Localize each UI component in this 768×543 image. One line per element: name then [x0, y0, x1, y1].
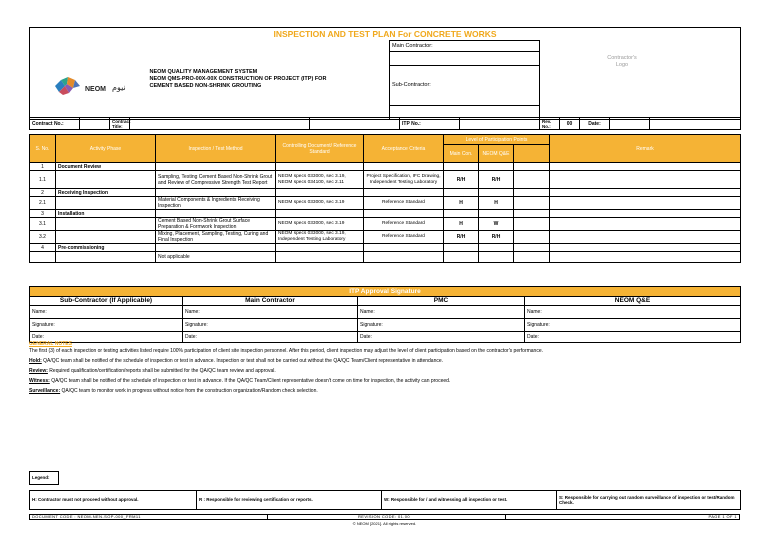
legend-witness: W: Responsible for / and witnessing all inspection or test.: [382, 491, 557, 510]
row-main-con: H: [444, 218, 479, 231]
row-activity: [56, 197, 156, 210]
table-row: [30, 171, 741, 189]
neom-logo-icon: [53, 74, 83, 96]
empty-cell: [364, 189, 444, 197]
empty-cell: [514, 189, 550, 197]
note-hold: Hold: QA/QC team shall be notified of the schedule of inspection or test in advance. Inspection or test shall not be carried out without the QA/QC Team/Client representative in attendance.: [29, 358, 444, 364]
empty-cell: [156, 244, 276, 252]
row-method: Cement Based Non-Shrink Grout Surface Preparation & Formwork Inspection: [156, 218, 276, 231]
section-row: [30, 244, 741, 252]
page-title: INSPECTION AND TEST PLAN For CONCRETE WORKS: [30, 28, 741, 41]
signature-field[interactable]: Signature:: [358, 319, 525, 332]
notes-title: GENERAL NOTES: [29, 341, 72, 347]
row-method: Mixing, Placement, Sampling, Testing, Curing and Final Inspection: [156, 231, 276, 244]
footer-doc-code: DOCUMENT CODE : NEOM-NEN-SOP-000_FRM11: [32, 514, 141, 519]
section-label: Document Review: [56, 163, 156, 171]
row-sno: 1.1: [30, 171, 56, 189]
main-contractor-label: Main Contractor:: [390, 41, 539, 52]
col-neom-qe: NEOM Q&E: [479, 145, 514, 163]
system-title-cell: [150, 41, 390, 120]
sub-contractor-label: Sub-Contractor:: [392, 82, 431, 88]
note-surveillance: Surveillance: QA/QC team to monitor work in progress without notice from the construction organization/Random check selection.: [29, 388, 318, 394]
footer-page: PAGE 1 OF 1: [708, 514, 737, 519]
date-field[interactable]: Date:: [183, 332, 358, 343]
row-activity: [56, 231, 156, 244]
row-activity: [56, 252, 156, 263]
row-main-con: H: [444, 197, 479, 210]
row-criteria: Reference Standard: [364, 197, 444, 210]
note-first: The first (3) of each inspection or testing activities listed require 100% participation of client site inspection personnel. After this period, client inspection may adjust the level of client participation based on the contractor's performance.: [29, 348, 544, 354]
section-row: [30, 163, 741, 171]
empty-cell: [444, 244, 479, 252]
header-table: [29, 27, 741, 120]
footer-revision: REVISION CODE: 01.00: [358, 514, 411, 519]
row-document: NEOM specs 033000, sec 3.19: [276, 218, 364, 231]
note-review: Review: Required qualification/certification/reports shall be submitted for the QA/QC team review and approval.: [29, 368, 276, 374]
empty-cell: [550, 210, 741, 218]
row-document: NEOM specs 033000, sec 3.19, Independent Testing Laboratory: [276, 231, 364, 244]
row-sno: 3.1: [30, 218, 56, 231]
empty-cell: [156, 163, 276, 171]
itp-no-label: ITP No.:: [400, 118, 460, 130]
empty-cell: [276, 210, 364, 218]
empty-cell: [514, 210, 550, 218]
row-remark: [550, 252, 741, 263]
contract-title-label: Contract Title:: [110, 118, 130, 130]
row-main-con: R/H: [444, 171, 479, 189]
row-remark: [550, 218, 741, 231]
row-method: Not applicable: [156, 252, 276, 263]
col-document: Controlling Document/ Reference Standard: [276, 135, 364, 163]
empty-cell: [550, 163, 741, 171]
neom-logo-text: NEOM: [85, 85, 106, 93]
signature-field[interactable]: Signature:: [525, 319, 741, 332]
table-row: [30, 197, 741, 210]
empty-cell: [514, 197, 550, 210]
date-label: Date:: [580, 118, 610, 130]
row-sno: 2: [30, 189, 56, 197]
date-field[interactable]: Date:: [30, 332, 183, 343]
empty-cell: [514, 218, 550, 231]
empty-cell: [156, 210, 276, 218]
row-neom-qe: R/H: [479, 171, 514, 189]
itp-table: [29, 134, 741, 263]
row-sno: 2.1: [30, 197, 56, 210]
empty-cell: [514, 171, 550, 189]
system-line3: CEMENT BASED NON-SHRINK GROUTING: [149, 83, 262, 90]
table-row: [30, 218, 741, 231]
general-notes: [29, 341, 740, 394]
section-label: Installation: [56, 210, 156, 218]
row-criteria: [364, 252, 444, 263]
row-criteria: Project Specification, IFC Drawing, Independent Testing Laboratory: [364, 171, 444, 189]
row-neom-qe: [479, 252, 514, 263]
section-label: Receiving Inspection: [56, 189, 156, 197]
empty-cell: [550, 244, 741, 252]
empty-cell: [514, 252, 550, 263]
neom-logo-arabic: نيوم: [112, 82, 126, 92]
contractors-logo-label: Contractor's Logo: [607, 54, 637, 68]
col-sno: S. No.: [30, 135, 56, 163]
contractors-logo-cell: [540, 41, 741, 120]
empty-cell: [550, 189, 741, 197]
row-remark: [550, 197, 741, 210]
empty-cell: [276, 189, 364, 197]
legend-surveillance: S: Responsible for carrying out random surveillance of inspection or test/Random Check.: [557, 491, 741, 510]
row-activity: [56, 218, 156, 231]
rev-no-value: 00: [560, 118, 580, 130]
section-label: Pre-commissioning: [56, 244, 156, 252]
col-participation: Level of Participation Points: [444, 135, 550, 145]
row-sno: 1: [30, 163, 56, 171]
empty-cell: [364, 210, 444, 218]
row-main-con: [444, 252, 479, 263]
row-sno: 3: [30, 210, 56, 218]
empty-cell: [364, 163, 444, 171]
footer-copyright: © NEOM [2021]. All rights reserved.: [352, 521, 417, 526]
row-neom-qe: R/H: [479, 231, 514, 244]
empty-cell: [514, 163, 550, 171]
row-method: Sampling, Testing Cement Based Non-Shrink Grout and Review of Compressive Strength Test Report: [156, 171, 276, 189]
signature-field[interactable]: Signature:: [183, 319, 358, 332]
row-document: NEOM specs 033000, sec 3.19: [276, 197, 364, 210]
contract-row: [29, 117, 741, 130]
contractor-box: [390, 41, 540, 120]
row-sno: 3.2: [30, 231, 56, 244]
approval-table: [29, 286, 741, 343]
row-criteria: Reference Standard: [364, 231, 444, 244]
party-neom-qe: NEOM Q&E: [525, 297, 741, 306]
section-row: [30, 189, 741, 197]
party-main-contractor: Main Contractor: [183, 297, 358, 306]
row-main-con: R/H: [444, 231, 479, 244]
empty-cell: [444, 189, 479, 197]
empty-cell: [479, 163, 514, 171]
row-remark: [550, 171, 741, 189]
note-witness: Witness: QA/QC team shall be notified of the schedule of inspection or test in advance. If the QA/QC Team/Client representative doesn't come on time for inspection, the activity can proceed.: [29, 378, 451, 384]
empty-cell: [479, 189, 514, 197]
neom-logo-cell: [30, 41, 150, 120]
signature-field[interactable]: Signature:: [30, 319, 183, 332]
row-method: Material Components & Ingredients Receiving Inspection: [156, 197, 276, 210]
empty-cell: [276, 244, 364, 252]
section-row: [30, 210, 741, 218]
system-line2: NEOM QMS-PRO-00X-00X CONSTRUCTION OF PROJECT (ITP) FOR: [149, 76, 327, 83]
name-field[interactable]: Name:: [358, 306, 525, 319]
party-sub-contractor: Sub-Contractor (If Applicable): [30, 297, 183, 306]
legend-table: [29, 471, 741, 510]
empty-cell: [514, 231, 550, 244]
table-row: [30, 231, 741, 244]
col-criteria: Acceptance Criteria: [364, 135, 444, 163]
approval-title: ITP Approval Signature: [30, 287, 741, 297]
date-field[interactable]: Date:: [358, 332, 525, 343]
contract-no-label: Contract No.:: [30, 118, 80, 130]
empty-cell: [444, 210, 479, 218]
empty-cell: [479, 244, 514, 252]
row-sno: 4: [30, 244, 56, 252]
row-neom-qe: W: [479, 218, 514, 231]
name-field[interactable]: Name:: [30, 306, 183, 319]
row-sno: [30, 252, 56, 263]
row-activity: [56, 171, 156, 189]
party-pmc: PMC: [358, 297, 525, 306]
col-main-con: Main Con.: [444, 145, 479, 163]
empty-cell: [444, 163, 479, 171]
date-field[interactable]: Date:: [525, 332, 741, 343]
table-row: [30, 252, 741, 263]
empty-cell: [276, 163, 364, 171]
row-document: [276, 252, 364, 263]
system-line1: NEOM QUALITY MANAGEMENT SYSTEM: [149, 69, 258, 76]
legend-title: Legend:: [30, 472, 59, 485]
rev-no-label: Rev. No.:: [540, 118, 560, 130]
row-remark: [550, 231, 741, 244]
col-remark: Remark: [550, 135, 741, 163]
footer: [29, 514, 740, 520]
empty-cell: [364, 244, 444, 252]
empty-cell: [514, 244, 550, 252]
row-document: NEOM specs 033000, sec 3.19, NEOM specs 034100, sec 2.11: [276, 171, 364, 189]
empty-cell: [479, 210, 514, 218]
empty-cell: [156, 189, 276, 197]
col-method: Inspection / Test Method: [156, 135, 276, 163]
legend-hold: H: Contractor must not proceed without approval.: [30, 491, 197, 510]
name-field[interactable]: Name:: [525, 306, 741, 319]
name-field[interactable]: Name:: [183, 306, 358, 319]
legend-review: R : Responsible for reviewing certification or reports.: [197, 491, 382, 510]
col-activity: Activity Phase: [56, 135, 156, 163]
row-neom-qe: H: [479, 197, 514, 210]
row-criteria: Reference Standard: [364, 218, 444, 231]
